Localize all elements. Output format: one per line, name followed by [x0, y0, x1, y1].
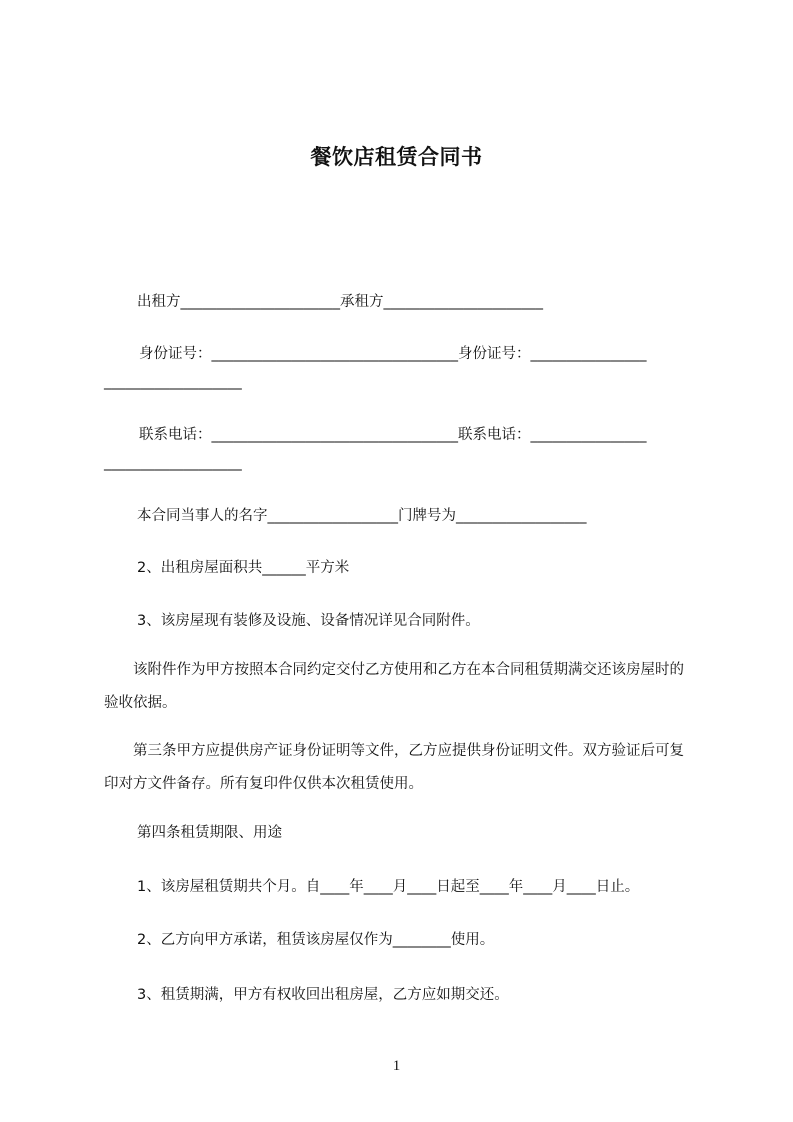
area-clause: 2、出租房屋面积共______平方米: [137, 560, 350, 576]
party-name-house-number: 本合同当事人的名字__________________门牌号为__________________: [137, 508, 587, 524]
document-title: 餐饮店租赁合同书: [310, 145, 483, 169]
parties-line: 出租方______________________承租方______________________: [137, 294, 543, 310]
article-4-heading: 第四条租赁期限、用途: [137, 825, 282, 841]
usage-clause: 2、乙方向甲方承诺，租赁该房屋仅作为________使用。: [137, 932, 495, 948]
lease-term-clause: 1、该房屋租赁期共个月。自____年____月____日起至____年____月____日止。: [137, 879, 640, 895]
article-3-paragraph: 第三条甲方应提供房产证身份证明等文件，乙方应提供身份证明文件。双方验证后可复印对方文件备存。所有复印件仅供本次租赁使用。: [104, 743, 684, 792]
decoration-facilities-clause: 3、该房屋现有装修及设施、设备情况详见合同附件。: [137, 613, 480, 629]
expiry-clause: 3、租赁期满，甲方有权收回出租房屋，乙方应如期交还。: [137, 987, 509, 1003]
phone-number-line: 联系电话：__________________________________联系电话：________________: [139, 427, 647, 443]
id-number-line: 身份证号：__________________________________身份证号：________________: [139, 346, 647, 362]
appendix-basis-paragraph: 该附件作为甲方按照本合同约定交付乙方使用和乙方在本合同租赁期满交还该房屋时的验收依据。: [104, 662, 684, 711]
id-number-continuation: ___________________: [104, 374, 242, 390]
page-number: 1: [392, 1058, 401, 1074]
phone-number-continuation: ___________________: [104, 455, 242, 471]
